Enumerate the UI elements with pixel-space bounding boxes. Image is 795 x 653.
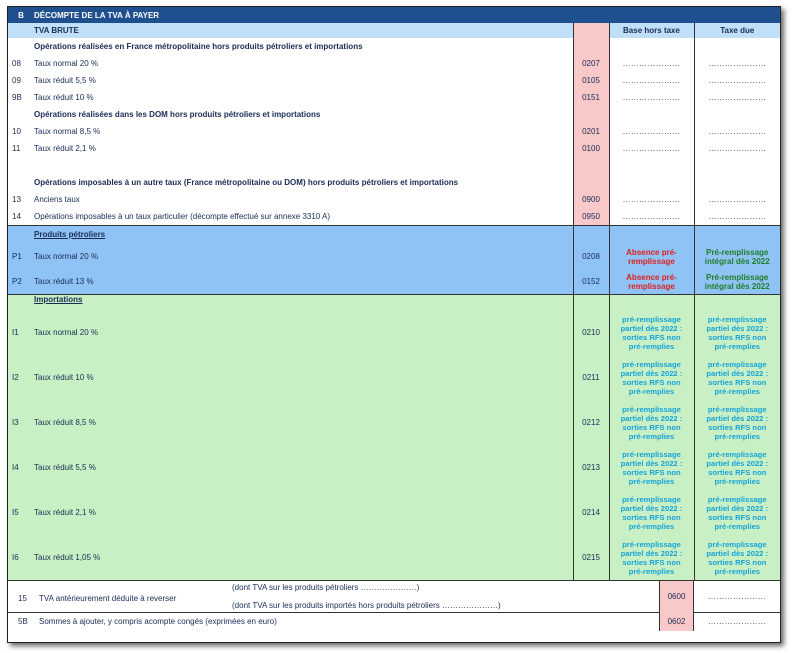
row-code: 0152 [573, 270, 609, 294]
table-row [8, 89, 780, 106]
vat-table [8, 7, 780, 580]
row-num: P1 [12, 252, 22, 261]
row-code: 0207 [573, 55, 609, 72]
row-num: P2 [12, 277, 22, 287]
tax-field[interactable]: ………………… [708, 76, 767, 85]
row-code: 0214 [573, 490, 609, 535]
base-field[interactable]: ………………… [609, 89, 694, 106]
row-num: 13 [12, 195, 21, 204]
other-title-row [8, 174, 780, 191]
row-code: 0213 [573, 445, 609, 490]
base-note: Absence pré- remplissage [609, 270, 694, 294]
column-header [8, 23, 780, 38]
section-letter: B [18, 10, 24, 20]
row-num: 09 [12, 76, 21, 85]
row-num: 11 [12, 144, 21, 153]
row-num: 14 [12, 211, 21, 221]
table-row [8, 243, 780, 270]
table-row [8, 72, 780, 89]
tax-note: Pré-remplissage intégral dès 2022 [704, 272, 770, 291]
row-num: I6 [12, 553, 19, 562]
tax-note: pré-remplissage partiel dès 2022 : sorties RFS non pré-remplies [706, 359, 769, 396]
base-note: pré-remplissage partiel dès 2022 : sorties RFS non pré-remplies [609, 445, 694, 490]
table-row [8, 535, 780, 580]
france-title-row [8, 38, 780, 55]
row-code: 0100 [573, 140, 609, 157]
spacer-row [8, 157, 780, 174]
tax-note: pré-remplissage partiel dès 2022 : sorties RFS non pré-remplies [706, 449, 769, 486]
base-note: pré-remplissage partiel dès 2022 : sorties RFS non pré-remplies [609, 490, 694, 535]
row-code: 0210 [573, 310, 609, 355]
base-field[interactable]: ………………… [609, 140, 694, 157]
row-num: I1 [12, 328, 19, 337]
tax-note: pré-remplissage partiel dès 2022 : sorties RFS non pré-remplies [706, 314, 769, 351]
base-note: pré-remplissage partiel dès 2022 : sorties RFS non pré-remplies [609, 355, 694, 400]
row-label: Taux réduit 10 % [34, 93, 94, 102]
section-title: DÉCOMPTE DE LA TVA À PAYER [34, 10, 160, 20]
row-code: 0950 [573, 208, 609, 225]
row-code: 0208 [573, 243, 609, 270]
row-label: Anciens taux [34, 195, 80, 204]
row-num: I4 [12, 463, 19, 472]
tax-field[interactable]: ………………… [708, 211, 767, 221]
row-code: 0201 [573, 123, 609, 140]
row-label: Taux réduit 2,1 % [34, 508, 96, 517]
row-label: Taux réduit 8,5 % [34, 418, 96, 427]
france-title: Opérations réalisées en France métropolitaine hors produits pétroliers et importations [34, 42, 363, 51]
row-code: 0211 [573, 355, 609, 400]
dom-title: Opérations réalisées dans les DOM hors produits pétroliers et importations [34, 110, 321, 119]
tva-brute-label: TVA BRUTE [34, 26, 79, 35]
row-num: 08 [12, 59, 21, 68]
row-label: Taux réduit 1,05 % [34, 553, 101, 562]
petrol-title: Produits pétroliers [32, 225, 573, 243]
tax-field[interactable]: ………………… [708, 59, 767, 68]
table-row [8, 445, 780, 490]
table-row [8, 270, 780, 294]
base-field[interactable]: ………………… [609, 191, 694, 208]
base-field[interactable]: ………………… [609, 72, 694, 89]
table-row [8, 310, 780, 355]
row-code: 0212 [573, 400, 609, 445]
row15-sub1: (dont TVA sur les produits pétroliers …………………) [232, 583, 420, 592]
row-num: I3 [12, 418, 19, 427]
row-label: Taux normal 20 % [34, 59, 99, 68]
imports-title: Importations [32, 294, 573, 310]
vat-form-frame [7, 6, 781, 643]
col-base-header: Base hors taxe [609, 23, 694, 38]
base-note: Absence pré- remplissage [609, 243, 694, 270]
col-tax-header: Taxe due [720, 26, 755, 35]
row5b-tax-field[interactable]: ………………… [707, 617, 767, 626]
row-label: Opérations imposables à un taux particulier (décompte effectué sur annexe 3310 A) [34, 211, 331, 221]
base-field[interactable]: ………………… [609, 55, 694, 72]
base-note: pré-remplissage partiel dès 2022 : sorties RFS non pré-remplies [609, 535, 694, 580]
tax-note: pré-remplissage partiel dès 2022 : sorties RFS non pré-remplies [706, 404, 769, 441]
row5b-label: Sommes à ajouter, y compris acompte congés (exprimées en euro) [39, 617, 277, 626]
table-row [8, 140, 780, 157]
row5b-num: 5B [18, 617, 28, 626]
row-label: Taux réduit 13 % [34, 277, 94, 287]
row15-num: 15 [18, 594, 27, 603]
row15-code: 0600 [659, 581, 694, 612]
dom-title-row [8, 106, 780, 123]
tax-field[interactable]: ………………… [708, 144, 767, 153]
row-label: Taux normal 20 % [34, 252, 99, 261]
base-field[interactable]: ………………… [609, 123, 694, 140]
base-note: pré-remplissage partiel dès 2022 : sorties RFS non pré-remplies [609, 400, 694, 445]
row-label: Taux réduit 5,5 % [34, 463, 96, 472]
section-header [8, 7, 780, 23]
table-row [8, 208, 780, 225]
tax-field[interactable]: ………………… [708, 93, 767, 102]
row15-label: TVA antérieurement déduite à reverser [39, 594, 177, 603]
tax-field[interactable]: ………………… [708, 127, 767, 136]
row15-tax-field[interactable]: ………………… [707, 592, 767, 601]
base-note: pré-remplissage partiel dès 2022 : sorties RFS non pré-remplies [609, 310, 694, 355]
row-label: Taux normal 8,5 % [34, 127, 101, 136]
table-row [8, 355, 780, 400]
table-row [8, 123, 780, 140]
row-label: Taux réduit 5,5 % [34, 76, 96, 85]
tax-note: pré-remplissage partiel dès 2022 : sorties RFS non pré-remplies [706, 494, 769, 531]
row-num: 9B [12, 93, 22, 102]
row-num: I2 [12, 373, 19, 382]
table-row [8, 400, 780, 445]
row-label: Taux réduit 2,1 % [34, 144, 96, 153]
table-row [8, 191, 780, 208]
row-code: 0215 [573, 535, 609, 580]
row-code: 0900 [573, 191, 609, 208]
other-title: Opérations imposables à un autre taux (France métropolitaine ou DOM) hors produits pétroliers et importations [34, 178, 459, 187]
imports-title-row [8, 294, 780, 310]
tax-note: pré-remplissage partiel dès 2022 : sorties RFS non pré-remplies [706, 539, 769, 576]
row-num: I5 [12, 508, 19, 517]
row-code: 0105 [573, 72, 609, 89]
table-row [8, 490, 780, 535]
row-num: 10 [12, 127, 21, 136]
petrol-title-row [8, 225, 780, 243]
row-code: 0151 [573, 89, 609, 106]
row-label: Taux normal 20 % [34, 328, 99, 337]
row-label: Taux réduit 10 % [34, 373, 94, 382]
base-field[interactable]: ………………… [609, 208, 694, 225]
row15-sub2: (dont TVA sur les produits importés hors produits pétroliers …………………) [232, 601, 501, 610]
footer-section [8, 580, 780, 630]
table-row [8, 55, 780, 72]
tax-note: Pré-remplissage intégral dès 2022 [704, 247, 770, 266]
row5b-code: 0602 [659, 612, 694, 631]
tax-field[interactable]: ………………… [708, 195, 767, 204]
